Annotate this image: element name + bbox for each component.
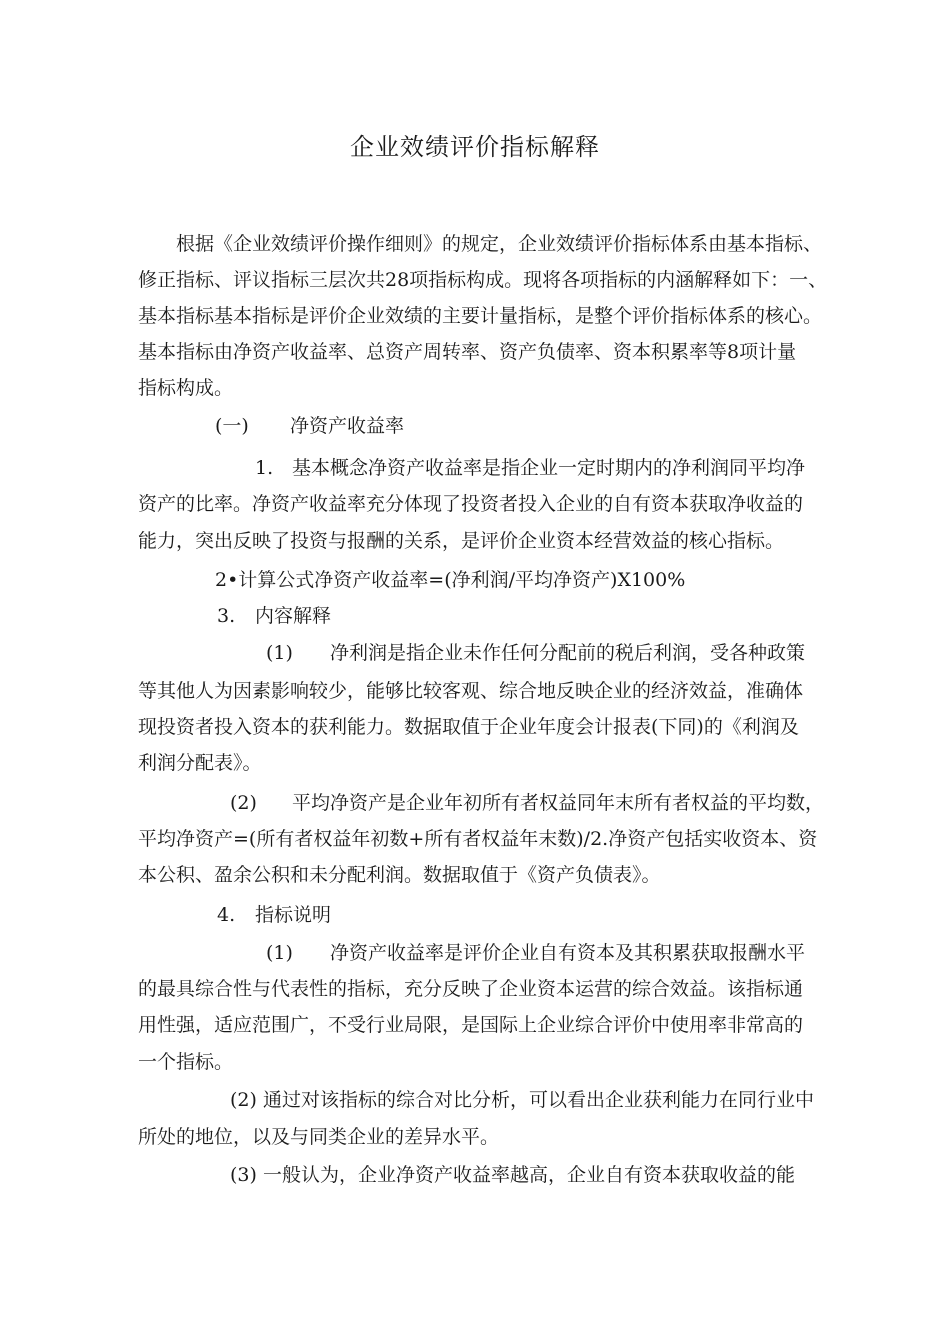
item1-line-2: 资产的比率。净资产收益率充分体现了投资者投入企业的自有资本获取净收益的 (138, 493, 804, 515)
item3-number: 3. (217, 605, 236, 627)
item3-2-line-1: 平均净资产是企业年初所有者权益同年末所有者权益的平均数， (292, 792, 825, 814)
intro-line-1: 根据《企业效绩评价操作细则》的规定，企业效绩评价指标体系由基本指标、 (176, 233, 823, 255)
item1-line-1: 基本概念净资产收益率是指企业一定时期内的净利润同平均净 (292, 457, 806, 479)
intro-line-2: 修正指标、评议指标三层次共28项指标构成。现将各项指标的内涵解释如下：一、 (138, 269, 828, 291)
item4-1-line-3: 用性强，适应范围广，不受行业局限，是国际上企业综合评价中使用率非常高的 (138, 1014, 804, 1036)
item4-2-line-1: (2) 通过对该指标的综合对比分析，可以看出企业获利能力在同行业中 (230, 1089, 814, 1111)
item4-1-line-1: 净资产收益率是评价企业自有资本及其积累获取报酬水平 (330, 942, 806, 964)
item4-1-line-4: 一个指标。 (138, 1051, 234, 1073)
item2-formula: 2•计算公式净资产收益率=(净利润/平均净资产)X100% (215, 569, 686, 591)
item3-2-line-3: 本公积、盈余公积和未分配利润。数据取值于《资产负债表》。 (138, 864, 661, 886)
item3-2-line-2: 平均净资产=(所有者权益年初数+所有者权益年末数)/2.净资产包括实收资本、资 (138, 828, 818, 850)
item3-1-line-1: 净利润是指企业未作任何分配前的税后利润，受各种政策 (330, 642, 806, 664)
item1-number: 1. (255, 457, 274, 479)
page-title: 企业效绩评价指标解释 (350, 133, 600, 161)
item3-heading: 内容解释 (255, 605, 332, 627)
section-heading: 净资产收益率 (290, 415, 405, 437)
item4-1-number: (1) (266, 942, 293, 964)
intro-line-4: 基本指标由净资产收益率、总资产周转率、资产负债率、资本积累率等8项计量 (138, 341, 797, 363)
item1-line-3: 能力，突出反映了投资与报酬的关系，是评价企业资本经营效益的核心指标。 (138, 530, 785, 552)
item3-1-line-4: 利润分配表》。 (138, 752, 262, 774)
item4-1-line-2: 的最具综合性与代表性的指标，充分反映了企业资本运营的综合效益。该指标通 (138, 978, 804, 1000)
intro-line-3: 基本指标基本指标是评价企业效绩的主要计量指标，是整个评价指标体系的核心。 (138, 305, 823, 327)
item3-1-number: (1) (266, 642, 293, 664)
section-number: (一) (215, 415, 249, 437)
item3-1-line-2: 等其他人为因素影响较少，能够比较客观、综合地反映企业的经济效益，准确体 (138, 680, 804, 702)
item4-3-line-1: (3) 一般认为，企业净资产收益率越高，企业自有资本获取收益的能 (230, 1164, 795, 1186)
item3-2-number: (2) (230, 792, 257, 814)
item4-2-line-2: 所处的地位，以及与同类企业的差异水平。 (138, 1126, 500, 1148)
item4-heading: 指标说明 (255, 904, 332, 926)
item4-number: 4. (217, 904, 236, 926)
item3-1-line-3: 现投资者投入资本的获利能力。数据取值于企业年度会计报表(下同)的《利润及 (138, 716, 799, 738)
intro-line-5: 指标构成。 (138, 377, 234, 399)
